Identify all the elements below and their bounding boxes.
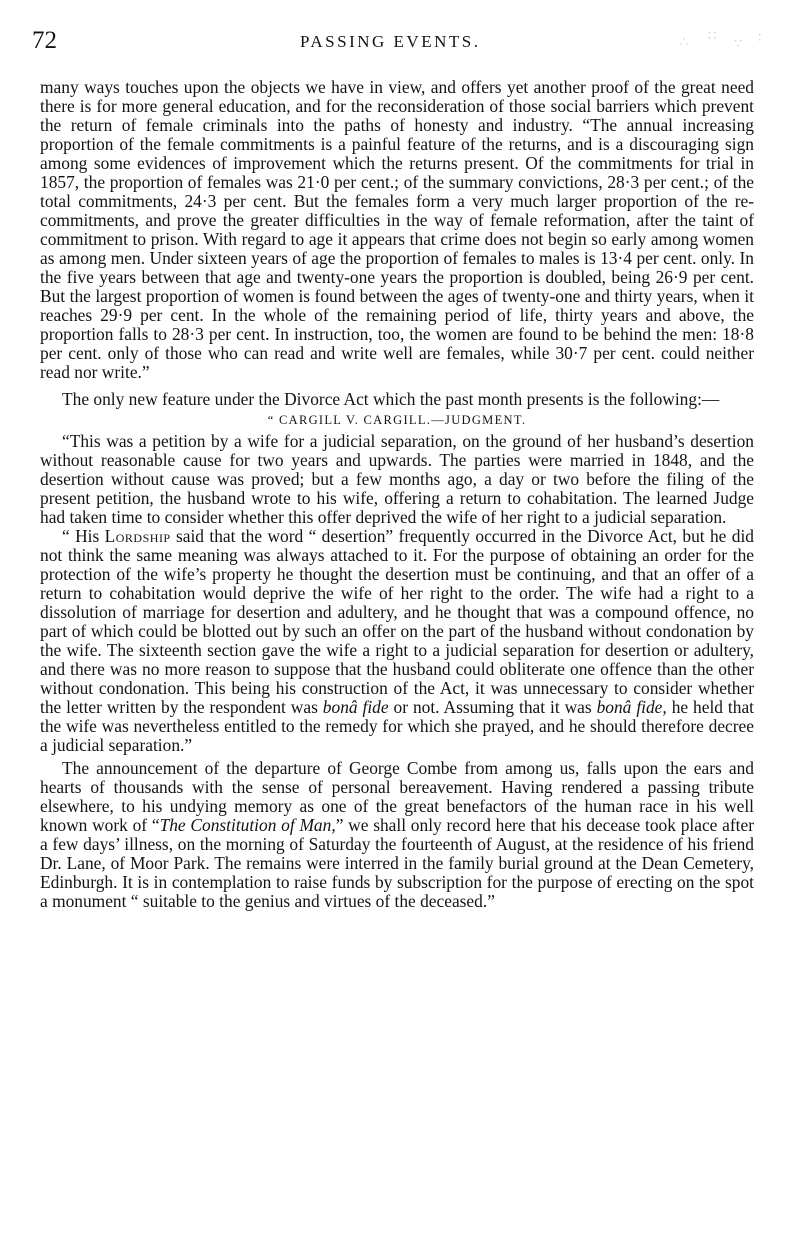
running-head (0, 26, 791, 56)
bona-fide-italic-1: bonâ fide (322, 697, 389, 717)
paragraph-female-commitments: many ways touches upon the objects we have in view, and offers yet another proof of the great need there is for more general education, and for the reconsideration of those social barriers which prevent the return of female criminals into the paths of honesty and industry. “The annual increasing proportion of the female commitments is a painful feature of the returns, and is a discouraging sign among some evidences of improvement which the returns present. Of the commitments for trial in 1857, the proportion of females was 21·0 per cent.; of the summary convictions, 28·3 per cent.; of the total commitments, 24·3 per cent. But the females form a very much larger proportion of the re-commitments, and prove the greater difficulties in the way of female reformation, after the taint of commitment to prison. With regard to age it appears that crime does not begin so early among women as among men. Under sixteen years of age the proportion of females to males is 13·4 per cent. only. In the five years between that age and twenty-one years the proportion is doubled, being 26·9 per cent. But the largest proportion of women is found between the ages of twenty-one and thirty years, when it reaches 29·9 per cent. In the whole of the remaining period of life, thirty years and above, the proportion falls to 28·3 per cent. In instruction, too, the women are found to be behind the men: 18·8 per cent. only of those who can read and write well are females, while 30·7 per cent. could neither read nor write.” (40, 77, 754, 382)
combe-text-b: ” we shall only record here that his decease took place after a few days’ illness, on the morning of Saturday the fourteenth of August, at the residence of his friend Dr. Lane, of Moor Park. The remains were interred in the family burial ground at the Dean Cemetery, Edinburgh. It is in contemplation to raise funds by subscription for the purpose of erecting on the spot a monument “ suitable to the genius and virtues of the deceased.” (40, 815, 754, 911)
paragraph-george-combe (40, 759, 754, 911)
body-text (40, 78, 754, 911)
combe-text-a: The announcement of the departure of George Combe from among us, falls upon the ears and hearts of thousands with the sense of personal bereavement. Having rendered a passing tribute elsewhere, to his undying memory as one of the great benefactors of the human race in his well known work of “ (40, 758, 754, 835)
lordship-smallcaps: Lordship (104, 526, 171, 546)
constitution-of-man-italic: The Constitution of Man, (159, 815, 336, 835)
case-heading: “ CARGILL V. CARGILL.—JUDGMENT. (267, 413, 527, 427)
page-number: 72 (32, 27, 57, 54)
running-title: PASSING EVENTS. (300, 32, 481, 51)
bona-fide-italic-2: bonâ fide, (596, 697, 667, 717)
quote-open: “ His (62, 526, 105, 546)
judgment-text-b: or not. Assuming that it was (388, 697, 597, 717)
judgment-text-a: said that the word “ desertion” frequently occurred in the Divorce Act, but he did not think the same meaning was always attached to it. For the purpose of obtaining an order for the protection of the wife’s property he thought the desertion must be continuing, and that an offer of a return to cohabitation would deprive the wife of her right to the order. The wife had a right to a dissolution of marriage for desertion and adultery, and he thought that was a compound offence, no part of which could be blotted out by such an offer on the part of the husband without condonation by the wife. The sixteenth section gave the wife a right to a judicial separation for desertion or adultery, and there was no more reason to suppose that the husband could obliterate one offence than the other without condonation. This being his construction of the Act, it was unnecessary to consider whether the letter written by the respondent was (40, 526, 754, 717)
paragraph-divorce-act-intro: The only new feature under the Divorce Act which the past month presents is the following:— (62, 389, 720, 409)
judgment-text-c: he held that the wife was nevertheless entitled to the remedy for which she prayed, and he should therefore decree a judicial separation.” (40, 697, 754, 755)
paragraph-petition: “This was a petition by a wife for a judicial separation, on the ground of her husband’s desertion without reasonable cause for two years and upwards. The parties were married in 1848, and the desertion without cause was proved; but a few months ago, a day or two before the filing of the present petition, the husband wrote to his wife, offering a return to cohabitation. The learned Judge had taken time to consider whether this offer deprived the wife of her right to a judicial separation. (40, 431, 754, 527)
paragraph-lordship-judgment (40, 527, 754, 755)
show-through-smudge: ∴ ∷ ∵ ∶ (680, 28, 762, 51)
